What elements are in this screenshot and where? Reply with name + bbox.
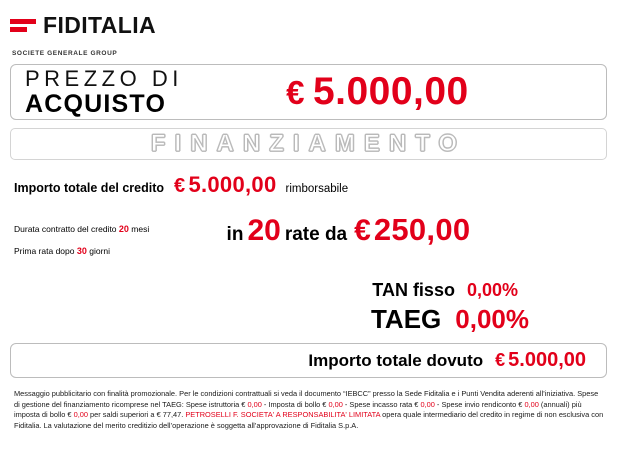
contract-duration-label: Durata contratto del credito	[14, 224, 117, 234]
logo-bar-bottom	[10, 27, 27, 32]
first-installment-label: Prima rata dopo	[14, 245, 75, 256]
financing-banner	[10, 128, 607, 160]
disclaimer-fee-rendiconto: 0,00	[524, 399, 539, 409]
taeg-row	[10, 304, 607, 335]
installment-count: 20	[247, 214, 281, 247]
disclaimer-part3: - Spese incasso rata €	[342, 399, 421, 409]
total-due-label: Importo totale dovuto	[308, 350, 484, 370]
disclaimer	[10, 389, 607, 432]
fiditalia-logo-icon	[10, 13, 36, 37]
disclaimer-fee-bollo-saldi: 0,00	[73, 410, 88, 420]
contract-duration-unit: mesi	[131, 224, 150, 234]
installment-area	[10, 212, 607, 276]
purchase-price-currency: €	[286, 74, 305, 111]
total-credit-suffix: rimborsabile	[285, 183, 349, 195]
purchase-price-value	[183, 70, 592, 114]
total-due-value: 5.000,00	[508, 349, 586, 371]
disclaimer-part4: - Spese invio rendiconto €	[434, 399, 525, 409]
disclaimer-part6: per saldi superiori a € 77,47.	[87, 410, 186, 420]
total-due-amount	[495, 349, 586, 372]
brand-title: FIDITALIA	[43, 11, 157, 38]
total-due-box	[10, 343, 607, 378]
total-due-currency: €	[495, 350, 506, 370]
contract-terms	[14, 224, 189, 268]
disclaimer-fee-istruttoria: 0,00	[247, 399, 262, 409]
tan-label: TAN fisso	[372, 280, 455, 300]
purchase-price-label	[25, 65, 183, 118]
purchase-price-box	[10, 64, 607, 120]
disclaimer-part7: opera quale intermediario del credito in regime di non esclusiva con Fiditalia. La valutazione del merito creditizio dell’operazione è soggetta all’approvazione di Fiditalia S.p.A.	[14, 410, 604, 431]
first-installment-unit: giorni	[89, 245, 111, 256]
total-credit-row	[10, 172, 607, 198]
disclaimer-part5: (annuali) più imposta di bollo €	[14, 399, 582, 420]
logo-bar-top	[10, 19, 36, 24]
contract-duration-value: 20	[118, 224, 129, 234]
total-credit-amount	[174, 172, 276, 198]
financing-word: FINANZIAMENTO	[150, 130, 467, 157]
purchase-price-label-line1: PREZZO DI	[25, 65, 183, 91]
disclaimer-fee-incasso: 0,00	[420, 399, 435, 409]
taeg-value: 0,00%	[455, 304, 529, 334]
group-subtitle: SOCIETE GENERALE GROUP	[12, 50, 118, 57]
tan-row	[10, 280, 607, 301]
disclaimer-part1: Messaggio pubblicitario con finalità promozionale. Per le condizioni contrattuali si veda il documento “IEBCC” presso la Sede Fiditalia e i Punti Vendita aderenti all’iniziativa. Spese di gestione del finanziamento ricomprese nel TAEG: Spese istruttoria €	[14, 389, 599, 409]
installment-currency: €	[354, 214, 371, 247]
installment-in-word: in	[226, 224, 244, 245]
disclaimer-fee-bollo: 0,00	[328, 399, 343, 409]
purchase-price-label-line2: ACQUISTO	[25, 89, 167, 118]
total-credit-label: Importo totale del credito	[14, 181, 165, 195]
first-installment-value: 30	[76, 245, 87, 256]
contract-duration-line	[14, 224, 189, 235]
purchase-price-amount: 5.000,00	[312, 70, 469, 113]
tan-value: 0,00%	[466, 280, 518, 300]
disclaimer-part2: - Imposta di bollo €	[261, 399, 329, 409]
disclaimer-dealer-name: PETROSELLI F. SOCIETA' A RESPONSABILITA' LIMITATA	[185, 410, 381, 420]
taeg-label: TAEG	[370, 304, 442, 334]
total-credit-value: 5.000,00	[188, 172, 277, 197]
header	[10, 0, 607, 42]
installment-rate-word: rate da	[284, 224, 348, 245]
total-credit-currency: €	[174, 175, 186, 197]
first-installment-line	[14, 246, 189, 257]
installment-amount: 250,00	[373, 212, 471, 247]
